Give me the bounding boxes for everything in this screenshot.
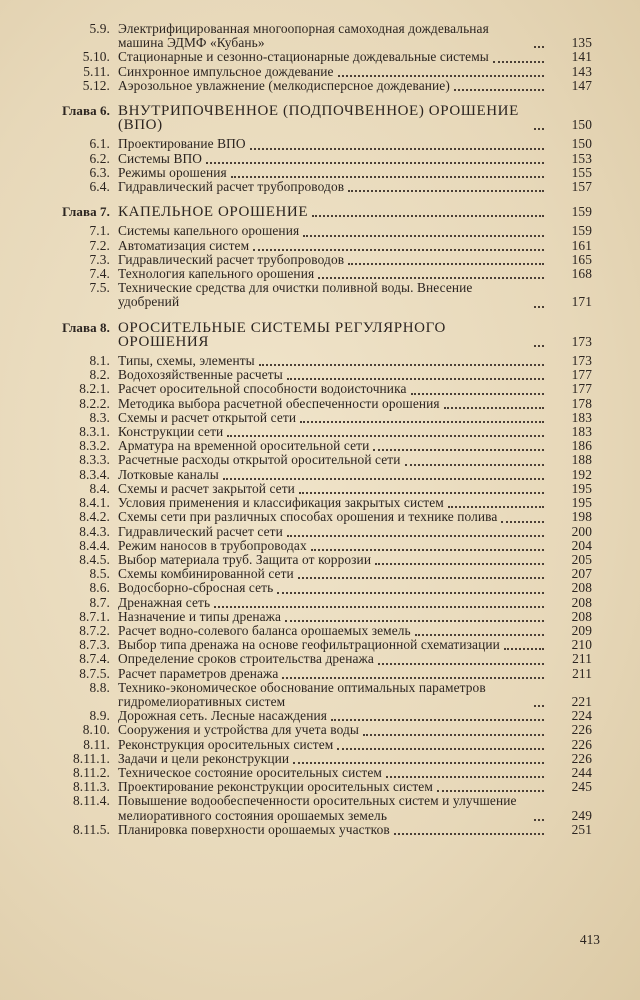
toc-entry bbox=[24, 780, 592, 794]
toc-title: Условия применения и классификация закрытых систем bbox=[118, 495, 444, 511]
toc-title: Конструкции сети bbox=[118, 424, 224, 440]
dot-leader bbox=[454, 79, 544, 91]
toc-entry bbox=[24, 667, 592, 681]
dot-leader bbox=[206, 152, 544, 164]
dot-leader bbox=[287, 525, 544, 537]
dot-leader bbox=[223, 468, 544, 480]
toc-chapter bbox=[24, 104, 592, 132]
toc-number: 6.1. bbox=[89, 136, 110, 152]
toc-number: 8.7.5. bbox=[79, 665, 110, 681]
toc-number: Глава 8. bbox=[62, 319, 110, 335]
toc-entry bbox=[24, 624, 592, 638]
toc-page: 183 bbox=[571, 424, 592, 440]
dot-leader bbox=[287, 368, 544, 380]
toc-number: 6.2. bbox=[89, 150, 110, 166]
dot-leader bbox=[293, 752, 544, 764]
toc-entry bbox=[24, 79, 592, 93]
toc-title: Гидравлический расчет трубопроводов bbox=[118, 179, 345, 195]
toc-title: Дорожная сеть. Лесные насаждения bbox=[118, 708, 327, 724]
dot-leader bbox=[375, 553, 544, 565]
toc-title: Синхронное импульсное дождевание bbox=[118, 63, 334, 79]
toc-entry bbox=[24, 239, 592, 253]
toc-page: 204 bbox=[571, 537, 592, 553]
toc-title: Определение сроков строительства дренажа bbox=[118, 651, 374, 667]
dot-leader bbox=[405, 454, 544, 466]
dot-leader bbox=[300, 411, 544, 423]
dot-leader bbox=[214, 596, 544, 608]
toc-entry bbox=[24, 752, 592, 766]
toc-entry bbox=[24, 65, 592, 79]
toc-title: Лотковые каналы bbox=[118, 466, 219, 482]
toc-number: 8.11.2. bbox=[72, 764, 110, 780]
dot-leader bbox=[303, 225, 544, 237]
toc-page: 200 bbox=[571, 523, 592, 539]
toc-number: 8.11.5. bbox=[72, 821, 110, 837]
dot-leader bbox=[501, 511, 544, 523]
toc-entry bbox=[24, 482, 592, 496]
dot-leader bbox=[337, 738, 544, 750]
page-number: 413 bbox=[579, 932, 600, 947]
dot-leader bbox=[338, 65, 544, 77]
dot-leader bbox=[534, 36, 544, 48]
toc-page: 150 bbox=[571, 117, 592, 133]
toc-title: Режим наносов в трубопроводах bbox=[118, 537, 307, 553]
toc-page: 209 bbox=[571, 622, 592, 638]
toc-page: 135 bbox=[571, 35, 592, 51]
toc-number: 8.4.2. bbox=[79, 509, 110, 525]
toc-page: 226 bbox=[571, 736, 592, 752]
toc-page: 208 bbox=[571, 608, 592, 624]
toc-number: 8.11. bbox=[83, 736, 110, 752]
toc-page: 186 bbox=[571, 438, 592, 454]
toc-page: 207 bbox=[571, 566, 592, 582]
toc-entry bbox=[24, 439, 592, 453]
dot-leader bbox=[411, 383, 544, 395]
toc-entry bbox=[24, 425, 592, 439]
toc-entry bbox=[24, 766, 592, 780]
toc-page: 208 bbox=[571, 594, 592, 610]
toc-number: 8.3. bbox=[89, 409, 110, 425]
toc-number: 5.10. bbox=[82, 49, 110, 65]
toc-entry bbox=[24, 253, 592, 267]
toc-number: 5.11. bbox=[83, 63, 110, 79]
toc-title: Схемы и расчет закрытой сети bbox=[118, 480, 295, 496]
toc-title: Гидравлический расчет сети bbox=[118, 523, 283, 539]
toc-page: 249 bbox=[571, 807, 592, 823]
toc-number: 8.9. bbox=[89, 708, 110, 724]
toc-entry bbox=[24, 267, 592, 281]
toc-title: Стационарные и сезонно-стационарные дождевальные системы bbox=[118, 49, 489, 65]
dot-leader bbox=[259, 354, 544, 366]
toc-entry bbox=[24, 823, 592, 837]
dot-leader bbox=[311, 539, 544, 551]
dot-leader bbox=[534, 118, 544, 130]
toc-title: Режимы орошения bbox=[118, 164, 227, 180]
toc-number: 8.4.4. bbox=[79, 537, 110, 553]
toc-number: Глава 6. bbox=[62, 103, 110, 119]
toc-title: Типы, схемы, элементы bbox=[118, 353, 255, 369]
toc-entry bbox=[24, 681, 592, 709]
toc-number: 8.4. bbox=[89, 480, 110, 496]
toc-title: Технико-экономическое обоснование оптимальных параметров гидромелиоративных систем bbox=[118, 679, 486, 709]
toc-entry bbox=[24, 638, 592, 652]
toc-title: Системы ВПО bbox=[118, 150, 203, 166]
toc-page: 198 bbox=[571, 509, 592, 525]
toc-title: Методика выбора расчетной обеспеченности орошения bbox=[118, 395, 440, 411]
dot-leader bbox=[534, 809, 544, 821]
toc-page: 195 bbox=[571, 495, 592, 511]
toc-number: 8.5. bbox=[89, 566, 110, 582]
dot-leader bbox=[415, 624, 544, 636]
toc-page: 159 bbox=[571, 204, 592, 220]
toc-entry bbox=[24, 610, 592, 624]
toc-page: 245 bbox=[571, 779, 592, 795]
toc-number: 8.11.1. bbox=[72, 750, 110, 766]
toc-title: Назначение и типы дренажа bbox=[118, 608, 282, 624]
toc-page: 153 bbox=[571, 150, 592, 166]
toc-number: 8.11.4. bbox=[72, 793, 110, 809]
toc-title: Водохозяйственные расчеты bbox=[118, 367, 283, 383]
toc-number: 6.4. bbox=[89, 179, 110, 195]
toc-number: 7.4. bbox=[89, 266, 110, 282]
toc-page: 168 bbox=[571, 266, 592, 282]
toc-entry bbox=[24, 382, 592, 396]
toc-title: Водосборно-сбросная сеть bbox=[118, 580, 274, 596]
toc-number: 8.2. bbox=[89, 367, 110, 383]
toc-page: 211 bbox=[572, 651, 592, 667]
toc-entry bbox=[24, 152, 592, 166]
toc-title: Технические средства для очистки поливной воды. Внесение удобрений bbox=[118, 280, 473, 310]
toc-entry bbox=[24, 553, 592, 567]
toc-chapter bbox=[24, 205, 592, 219]
toc-chapter bbox=[24, 321, 592, 349]
toc-title: Дренажная сеть bbox=[118, 594, 211, 610]
dot-leader bbox=[253, 239, 544, 251]
toc-page: 188 bbox=[571, 452, 592, 468]
toc-number: 8.4.5. bbox=[79, 551, 110, 567]
toc-title: Техническое состояние оросительных систем bbox=[118, 764, 382, 780]
toc-page: 205 bbox=[571, 551, 592, 567]
toc-title: Выбор типа дренажа на основе геофильтрационной схематизации bbox=[118, 637, 500, 653]
toc-page: 251 bbox=[571, 821, 592, 837]
toc-entry bbox=[24, 453, 592, 467]
toc-entry bbox=[24, 581, 592, 595]
toc-entry bbox=[24, 411, 592, 425]
toc-page: 173 bbox=[571, 353, 592, 369]
toc-page: 177 bbox=[571, 381, 592, 397]
toc-number: 8.7.1. bbox=[79, 608, 110, 624]
toc-title: Реконструкция оросительных систем bbox=[118, 736, 334, 752]
dot-leader bbox=[348, 253, 544, 265]
toc-page: 211 bbox=[572, 665, 592, 681]
toc-title: Расчет водно-солевого баланса орошаемых земель bbox=[118, 622, 411, 638]
toc-page: 157 bbox=[571, 179, 592, 195]
toc-entry bbox=[24, 368, 592, 382]
toc-entry bbox=[24, 652, 592, 666]
toc-number: 8.7.4. bbox=[79, 651, 110, 667]
toc-number: 7.3. bbox=[89, 251, 110, 267]
toc-entry bbox=[24, 738, 592, 752]
toc-title: Автоматизация систем bbox=[118, 237, 250, 253]
toc-title: Технология капельного орошения bbox=[118, 266, 315, 282]
toc-entry bbox=[24, 22, 592, 50]
toc-title: Расчет оросительной способности водоисточника bbox=[118, 381, 407, 397]
dot-leader bbox=[437, 780, 544, 792]
dot-leader bbox=[318, 267, 544, 279]
toc-number: 8.1. bbox=[89, 353, 110, 369]
toc-title: Планировка поверхности орошаемых участков bbox=[118, 821, 390, 837]
toc-title: ВНУТРИПОЧВЕННОЕ (ПОДПОЧВЕННОЕ) ОРОШЕНИЕ (ВПО) bbox=[118, 103, 519, 134]
toc-page: 192 bbox=[571, 466, 592, 482]
toc-page: 150 bbox=[571, 136, 592, 152]
toc-title: ОРОСИТЕЛЬНЫЕ СИСТЕМЫ РЕГУЛЯРНОГО ОРОШЕНИЯ bbox=[118, 319, 446, 350]
toc-title: Арматура на временной оросительной сети bbox=[118, 438, 370, 454]
dot-leader bbox=[378, 653, 544, 665]
dot-leader bbox=[231, 166, 544, 178]
toc-page: 161 bbox=[571, 237, 592, 253]
toc-entry bbox=[24, 50, 592, 64]
toc-entry bbox=[24, 468, 592, 482]
toc-entry bbox=[24, 539, 592, 553]
toc-title: Сооружения и устройства для учета воды bbox=[118, 722, 360, 738]
toc-page: 195 bbox=[571, 480, 592, 496]
toc-number: 8.7.2. bbox=[79, 622, 110, 638]
toc-entry bbox=[24, 397, 592, 411]
dot-leader bbox=[227, 425, 544, 437]
toc-title: Аэрозольное увлажнение (мелкодисперсное дождевание) bbox=[118, 77, 450, 93]
toc-title: Схемы и расчет открытой сети bbox=[118, 409, 297, 425]
toc-page: 226 bbox=[571, 722, 592, 738]
dot-leader bbox=[363, 724, 544, 736]
table-of-contents bbox=[24, 22, 592, 837]
dot-leader bbox=[373, 439, 544, 451]
dot-leader bbox=[534, 335, 544, 347]
toc-entry bbox=[24, 281, 592, 309]
toc-number: 8.3.2. bbox=[79, 438, 110, 454]
dot-leader bbox=[534, 296, 544, 308]
toc-title: Электрифицированная многоопорная самоходная дождевальная машина ЭДМФ «Кубань» bbox=[118, 21, 489, 51]
toc-entry bbox=[24, 496, 592, 510]
toc-number: 8.7.3. bbox=[79, 637, 110, 653]
dot-leader bbox=[394, 823, 544, 835]
toc-page: 226 bbox=[571, 750, 592, 766]
dot-leader bbox=[448, 496, 544, 508]
toc-page: 178 bbox=[571, 395, 592, 411]
toc-title: Проектирование ВПО bbox=[118, 136, 246, 152]
toc-page: 147 bbox=[571, 77, 592, 93]
toc-entry bbox=[24, 166, 592, 180]
toc-number: 8.6. bbox=[89, 580, 110, 596]
toc-number: 8.3.4. bbox=[79, 466, 110, 482]
toc-entry bbox=[24, 510, 592, 524]
toc-number: 5.9. bbox=[89, 21, 110, 36]
toc-entry bbox=[24, 567, 592, 581]
dot-leader bbox=[285, 610, 544, 622]
dot-leader bbox=[493, 51, 544, 63]
toc-entry bbox=[24, 137, 592, 151]
dot-leader bbox=[504, 638, 544, 650]
dot-leader bbox=[386, 766, 544, 778]
dot-leader bbox=[348, 180, 544, 192]
toc-page: 159 bbox=[571, 223, 592, 239]
toc-page: 173 bbox=[571, 333, 592, 349]
toc-entry bbox=[24, 794, 592, 822]
toc-entry bbox=[24, 723, 592, 737]
toc-title: КАПЕЛЬНОЕ ОРОШЕНИЕ bbox=[118, 204, 309, 221]
toc-number: 8.3.1. bbox=[79, 424, 110, 440]
dot-leader bbox=[250, 138, 544, 150]
toc-page: 224 bbox=[571, 708, 592, 724]
toc-title: Схемы комбинированной сети bbox=[118, 566, 294, 582]
dot-leader bbox=[331, 709, 544, 721]
toc-title: Выбор материала труб. Защита от коррозии bbox=[118, 551, 372, 567]
toc-title: Повышение водообеспеченности оросительных систем и улучшение мелиоративного состояния орошаемых земель bbox=[118, 793, 517, 823]
toc-title: Гидравлический расчет трубопроводов bbox=[118, 251, 345, 267]
toc-number: 5.12. bbox=[82, 77, 110, 93]
toc-number: 7.2. bbox=[89, 237, 110, 253]
dot-leader bbox=[444, 397, 544, 409]
toc-page: 177 bbox=[571, 367, 592, 383]
toc-number: 7.5. bbox=[89, 280, 110, 296]
toc-entry bbox=[24, 180, 592, 194]
toc-number: 6.3. bbox=[89, 164, 110, 180]
toc-entry bbox=[24, 525, 592, 539]
toc-entry bbox=[24, 709, 592, 723]
dot-leader bbox=[534, 695, 544, 707]
toc-number: 8.3.3. bbox=[79, 452, 110, 468]
toc-title: Расчетные расходы открытой оросительной сети bbox=[118, 452, 401, 468]
toc-number: 8.11.3. bbox=[72, 779, 110, 795]
dot-leader bbox=[312, 205, 544, 217]
dot-leader bbox=[277, 582, 544, 594]
dot-leader bbox=[282, 667, 544, 679]
toc-title: Схемы сети при различных способах орошения и технике полива bbox=[118, 509, 498, 525]
toc-number: 8.4.3. bbox=[79, 523, 110, 539]
toc-title: Системы капельного орошения bbox=[118, 223, 300, 239]
toc-title: Расчет параметров дренажа bbox=[118, 665, 279, 681]
toc-number: 8.4.1. bbox=[79, 495, 110, 511]
toc-page: 143 bbox=[571, 63, 592, 79]
toc-page: 208 bbox=[571, 580, 592, 596]
toc-page: 141 bbox=[571, 49, 592, 65]
toc-entry bbox=[24, 354, 592, 368]
toc-title: Задачи и цели реконструкции bbox=[118, 750, 290, 766]
toc-entry bbox=[24, 596, 592, 610]
toc-number: Глава 7. bbox=[62, 204, 110, 220]
toc-page: 183 bbox=[571, 409, 592, 425]
toc-number: 8.7. bbox=[89, 594, 110, 610]
toc-page: 171 bbox=[571, 294, 592, 310]
toc-number: 8.10. bbox=[82, 722, 110, 738]
toc-page: 244 bbox=[571, 764, 592, 780]
toc-page: 155 bbox=[571, 164, 592, 180]
toc-page: 221 bbox=[571, 693, 592, 709]
toc-page: 165 bbox=[571, 251, 592, 267]
toc-number: 8.2.1. bbox=[79, 381, 110, 397]
toc-entry bbox=[24, 224, 592, 238]
toc-page: 210 bbox=[571, 637, 592, 653]
toc-title: Проектирование реконструкции оросительных систем bbox=[118, 779, 433, 795]
dot-leader bbox=[298, 567, 544, 579]
toc-number: 8.2.2. bbox=[79, 395, 110, 411]
toc-number: 8.8. bbox=[89, 679, 110, 695]
dot-leader bbox=[299, 482, 544, 494]
toc-number: 7.1. bbox=[89, 223, 110, 239]
